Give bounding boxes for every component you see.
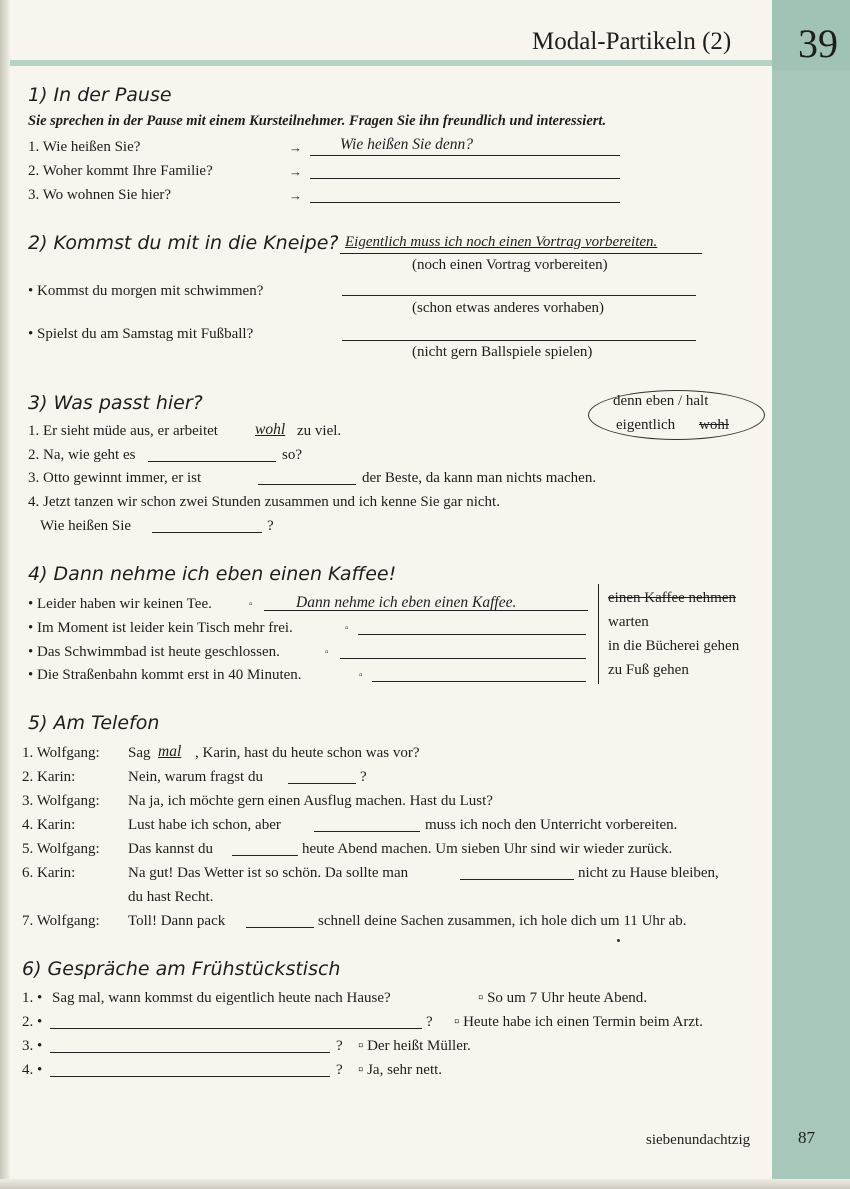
s2-question-2: • Spielst du am Samstag mit Fußball? xyxy=(28,326,254,342)
answer-line[interactable] xyxy=(342,295,696,296)
s6-answer-4: ▫ Ja, sehr nett. xyxy=(358,1062,443,1078)
s3-line-3-end: der Beste, da kann man nichts machen. xyxy=(362,470,597,486)
s5-line-1-answer: mal xyxy=(158,743,182,760)
s3-line-1-end: zu viel. xyxy=(297,423,342,439)
s5-speaker-2: 2. Karin: xyxy=(22,769,76,785)
answer-line[interactable] xyxy=(310,178,620,179)
answer-line[interactable] xyxy=(50,1028,422,1029)
s5-speaker-1: 1. Wolfgang: xyxy=(22,745,100,761)
s6-number-4: 4. • xyxy=(22,1062,43,1078)
gap-line[interactable] xyxy=(152,532,262,533)
s4-question-2: • Im Moment ist leider kein Tisch mehr frei. xyxy=(28,620,293,636)
answer-line[interactable] xyxy=(310,155,620,156)
gap-line[interactable] xyxy=(288,783,356,784)
square-bullet-icon: ▫ xyxy=(359,670,363,681)
s3-line-2-start: 2. Na, wie geht es xyxy=(28,447,136,463)
s6-answer-3: ▫ Der heißt Müller. xyxy=(358,1038,471,1054)
answer-line[interactable] xyxy=(310,202,620,203)
gap-line[interactable] xyxy=(232,855,298,856)
s2-question-1: • Kommst du morgen mit schwimmen? xyxy=(28,283,264,299)
s6-number-2: 2. • xyxy=(22,1014,43,1030)
s5-line-6-start: Na gut! Das Wetter ist so schön. Da sollte man xyxy=(128,865,409,881)
s4-question-3: • Das Schwimmbad ist heute geschlossen. xyxy=(28,644,280,660)
s3-line-5-start: Wie heißen Sie xyxy=(40,518,132,534)
section-1-instruction: Sie sprechen in der Pause mit einem Kursteilnehmer. Fragen Sie ihn freundlich und interessiert. xyxy=(28,113,607,129)
section-6-heading: 6) Gespräche am Frühstückstisch xyxy=(22,958,341,980)
s5-speaker-5: 5. Wolfgang: xyxy=(22,841,100,857)
s4-option-1-used: einen Kaffee nehmen xyxy=(608,590,736,606)
s5-speaker-7: 7. Wolfgang: xyxy=(22,913,100,929)
s5-line-2-start: Nein, warum fragst du xyxy=(128,769,263,785)
options-divider xyxy=(598,584,599,684)
s6-question-2-mark: ? xyxy=(426,1014,433,1030)
gap-line[interactable] xyxy=(314,831,420,832)
s2-hint-1: (noch einen Vortrag vorbereiten) xyxy=(412,257,608,273)
s5-line-7-end: schnell deine Sachen zusammen, ich hole dich um 11 Uhr ab. xyxy=(318,913,687,929)
s3-line-2-end: so? xyxy=(282,447,302,463)
answer-line[interactable] xyxy=(50,1076,330,1077)
s3-line-1-start: 1. Er sieht müde aus, er arbeitet xyxy=(28,423,218,439)
unit-number: 39 xyxy=(798,21,838,66)
s6-number-1: 1. • xyxy=(22,990,43,1006)
s5-line-2-end: ? xyxy=(360,769,367,785)
s6-question-1: Sag mal, wann kommst du eigentlich heute nach Hause? xyxy=(52,990,391,1006)
answer-line[interactable] xyxy=(358,634,586,635)
s1-item-2: 2. Woher kommt Ihre Familie? xyxy=(28,163,213,179)
gap-line[interactable] xyxy=(246,927,314,928)
s5-speaker-4: 4. Karin: xyxy=(22,817,76,833)
gap-line[interactable] xyxy=(258,484,356,485)
s6-question-4-mark: ? xyxy=(336,1062,343,1078)
s4-option-4: zu Fuß gehen xyxy=(608,662,689,678)
s6-answer-1: ▫ So um 7 Uhr heute Abend. xyxy=(478,990,648,1006)
s5-line-5-start: Das kannst du xyxy=(128,841,213,857)
gap-line[interactable] xyxy=(460,879,574,880)
s5-line-5-end: heute Abend machen. Um sieben Uhr sind wir wieder zurück. xyxy=(302,841,673,857)
header-rule xyxy=(10,60,772,66)
s5-line-3: Na ja, ich möchte gern einen Ausflug machen. Hast du Lust? xyxy=(128,793,493,809)
s2-hint-3: (nicht gern Ballspiele spielen) xyxy=(412,344,593,360)
gap-line[interactable] xyxy=(148,461,276,462)
square-bullet-icon: ▫ xyxy=(345,623,349,634)
answer-line xyxy=(340,253,702,254)
s1-item-3: 3. Wo wohnen Sie hier? xyxy=(28,187,172,203)
s5-line-7-start: Toll! Dann pack xyxy=(128,913,226,929)
s5-line-1-start: Sag xyxy=(128,745,151,761)
choices-line-1: denn eben / halt xyxy=(613,393,709,409)
s4-option-2: warten xyxy=(608,614,649,630)
s5-speaker-6: 6. Karin: xyxy=(22,865,76,881)
s3-line-1-answer: wohl xyxy=(255,421,286,438)
section-3-heading: 3) Was passt hier? xyxy=(28,392,203,414)
square-bullet-icon: ▫ xyxy=(325,647,329,658)
page-gutter-shadow xyxy=(0,0,10,1189)
s6-answer-2: ▫ Heute habe ich einen Termin beim Arzt. xyxy=(454,1014,703,1030)
choice-wohl-used: wohl xyxy=(699,417,729,433)
answer-line xyxy=(264,610,588,611)
answer-line[interactable] xyxy=(340,658,586,659)
arrow-icon: → xyxy=(289,188,302,203)
unit-title: Modal-Partikeln (2) xyxy=(532,28,732,55)
s6-number-3: 3. • xyxy=(22,1038,43,1054)
s5-line-4-end: muss ich noch den Unterricht vorbereiten. xyxy=(425,817,678,833)
arrow-icon: → xyxy=(289,164,302,179)
answer-line[interactable] xyxy=(342,340,696,341)
s3-line-5-end: ? xyxy=(267,518,274,534)
s2-example-answer: Eigentlich muss ich noch einen Vortrag vorbereiten. xyxy=(345,234,658,250)
page-number: 87 xyxy=(798,1128,815,1147)
s4-option-3: in die Bücherei gehen xyxy=(608,638,740,654)
s5-line-6-end: nicht zu Hause bleiben, xyxy=(578,865,719,881)
square-bullet-icon: ▫ xyxy=(249,599,253,610)
s3-line-3-start: 3. Otto gewinnt immer, er ist xyxy=(28,470,202,486)
section-1-heading: 1) In der Pause xyxy=(28,84,172,106)
s2-hint-2: (schon etwas anderes vorhaben) xyxy=(412,300,605,316)
s1-item-1: 1. Wie heißen Sie? xyxy=(28,139,141,155)
page-number-word: siebenundachtzig xyxy=(646,1132,751,1148)
s5-line-6-continued: du hast Recht. xyxy=(128,889,214,905)
s4-question-1: • Leider haben wir keinen Tee. xyxy=(28,596,212,612)
answer-line[interactable] xyxy=(372,681,586,682)
sidebar-color-band xyxy=(772,0,850,1189)
s1-example-answer: Wie heißen Sie denn? xyxy=(340,136,473,153)
page-bottom-edge xyxy=(0,1179,850,1189)
choice-eigentlich: eigentlich xyxy=(616,417,676,433)
s4-question-4: • Die Straßenbahn kommt erst in 40 Minuten. xyxy=(28,667,302,683)
answer-line[interactable] xyxy=(50,1052,330,1053)
s5-line-4-start: Lust habe ich schon, aber xyxy=(128,817,281,833)
section-4-heading: 4) Dann nehme ich eben einen Kaffee! xyxy=(28,563,397,585)
s3-line-4: 4. Jetzt tanzen wir schon zwei Stunden zusammen und ich kenne Sie gar nicht. xyxy=(28,494,500,510)
section-2-heading: 2) Kommst du mit in die Kneipe? xyxy=(28,232,339,254)
section-5-heading: 5) Am Telefon xyxy=(28,712,160,734)
arrow-icon: → xyxy=(289,140,302,155)
s5-speaker-3: 3. Wolfgang: xyxy=(22,793,100,809)
s5-line-1-end: , Karin, hast du heute schon was vor? xyxy=(195,745,420,761)
s4-example-answer: Dann nehme ich eben einen Kaffee. xyxy=(296,594,517,611)
s6-question-3-mark: ? xyxy=(336,1038,343,1054)
speck xyxy=(617,939,620,942)
